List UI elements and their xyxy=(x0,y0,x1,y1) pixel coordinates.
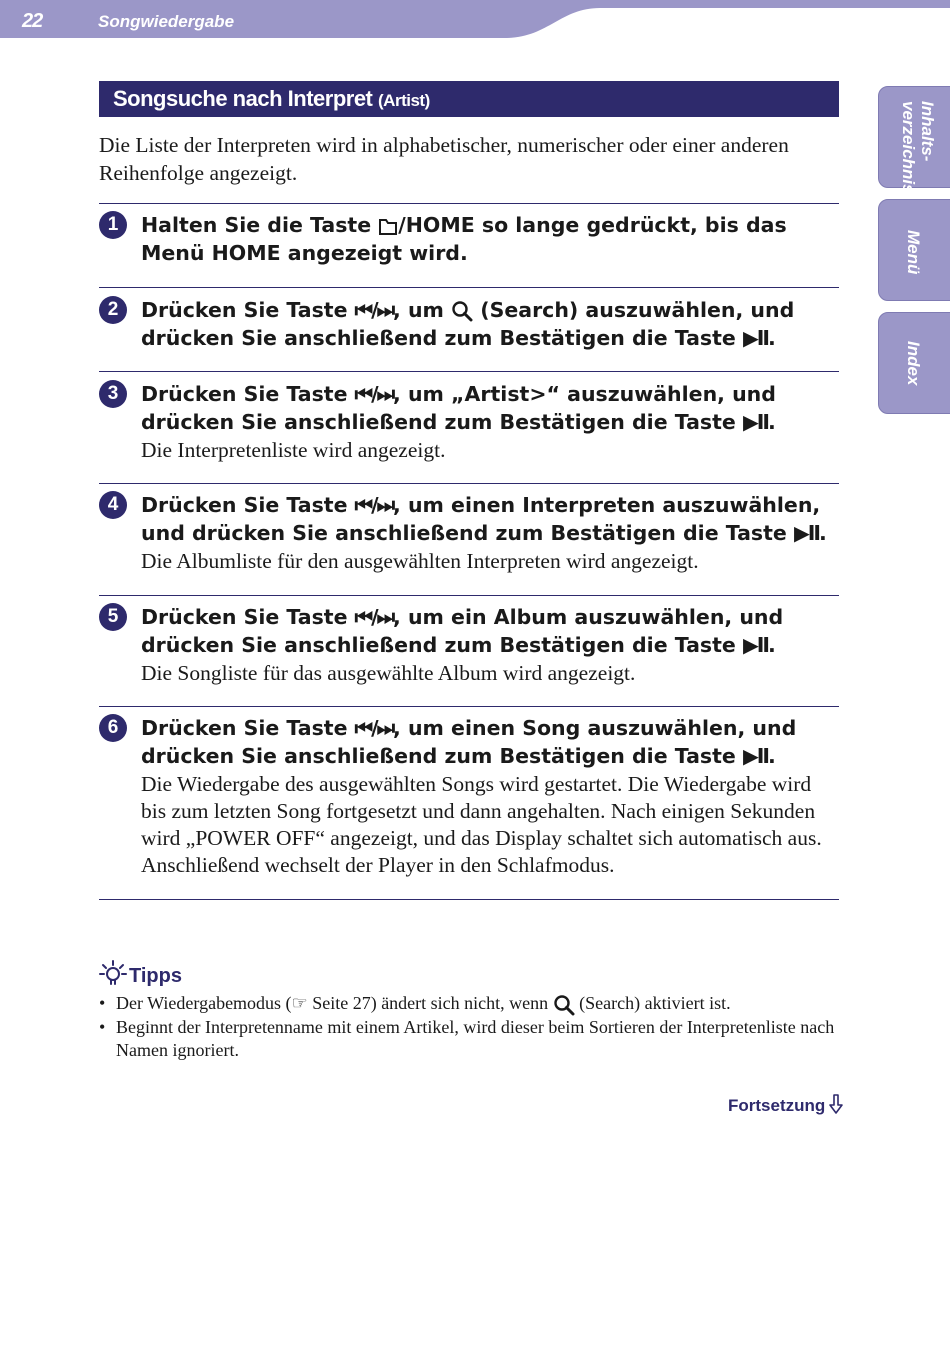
divider xyxy=(99,899,839,900)
step-number: 3 xyxy=(99,380,127,408)
divider xyxy=(99,371,839,372)
prev-next-keys-icon: ⏮/⏭ xyxy=(354,493,394,517)
step-number: 6 xyxy=(99,714,127,742)
lightbulb-icon xyxy=(99,959,127,989)
heading-title: Songsuche nach Interpret xyxy=(113,86,373,111)
header-band xyxy=(0,0,950,40)
play-pause-icon: ▶II xyxy=(742,744,768,768)
search-icon xyxy=(451,300,473,322)
step-number: 1 xyxy=(99,211,127,239)
tab-table-of-contents[interactable] xyxy=(878,86,950,194)
play-pause-icon: ▶II xyxy=(742,326,768,350)
step-instruction: Drücken Sie Taste ⏮/⏭, um (Search) auszuwählen, und drücken Sie anschließend zum Bestätigen die Taste ▶II. xyxy=(141,298,795,350)
tips-title: Tipps xyxy=(129,965,182,987)
heading-subtitle: (Artist) xyxy=(378,91,430,110)
step-result: Die Songliste für das ausgewählte Album wird angezeigt. xyxy=(141,661,636,685)
page-number: 22 xyxy=(22,10,43,32)
continuation-link[interactable] xyxy=(728,1094,844,1116)
divider xyxy=(99,203,839,204)
intro-text: Die Liste der Interpreten wird in alphabetischer, numerischer oder einer anderen Reihenfolge angezeigt. xyxy=(99,133,789,185)
divider xyxy=(99,595,839,596)
step-instruction: Halten Sie die Taste /HOME so lange gedrückt, bis das Menü HOME angezeigt wird. xyxy=(141,213,787,265)
step-result: Die Albumliste für den ausgewählten Interpreten wird angezeigt. xyxy=(141,549,699,573)
continuation-label: Fortsetzung xyxy=(728,1096,826,1115)
prev-next-keys-icon: ⏮/⏭ xyxy=(354,298,394,322)
page-reference-link[interactable]: Seite 27) ändert sich nicht, wenn xyxy=(307,993,553,1013)
step-number: 2 xyxy=(99,296,127,324)
home-folder-icon xyxy=(378,217,398,236)
divider xyxy=(99,287,839,288)
tips-list xyxy=(99,992,839,1062)
step-result: Die Wiedergabe des ausgewählten Songs wird gestartet. Die Wiedergabe wird bis zum letzten Song fortgesetzt und dann angehalten. Nach einigen Sekunden wird „POWER OFF“ angezeigt, und das Display schaltet sich automatisch aus. Anschließend wechselt der Player in den Schlafmodus. xyxy=(141,772,822,877)
tab-index-label: Index xyxy=(904,341,923,386)
play-pause-icon: ▶II xyxy=(742,410,768,434)
step-instruction: Drücken Sie Taste ⏮/⏭, um ein Album auszuwählen, und drücken Sie anschließend zum Bestätigen die Taste ▶II. xyxy=(141,605,784,657)
section-name: Songwiedergabe xyxy=(98,12,235,31)
tab-table-of-contents-label: Inhalts- verzeichnis xyxy=(899,101,937,194)
divider xyxy=(99,706,839,707)
section-heading xyxy=(99,81,839,117)
tab-menu-label: Menü xyxy=(904,230,923,275)
prev-next-keys-icon: ⏮/⏭ xyxy=(354,605,394,629)
step-number: 5 xyxy=(99,603,127,631)
tip-item: • Der Wiedergabemodus (☞ Seite 27) ändert sich nicht, wenn (Search) aktiviert ist. xyxy=(99,992,839,1016)
divider xyxy=(99,483,839,484)
tab-menu[interactable] xyxy=(878,199,950,301)
search-icon xyxy=(553,994,575,1016)
prev-next-keys-icon: ⏮/⏭ xyxy=(354,716,394,740)
tips-heading xyxy=(99,959,182,993)
tab-index[interactable] xyxy=(878,312,950,414)
step-instruction: Drücken Sie Taste ⏮/⏭, um „Artist>“ auszuwählen, und drücken Sie anschließend zum Bestätigen die Taste ▶II. xyxy=(141,382,776,434)
step-instruction: Drücken Sie Taste ⏮/⏭, um einen Song auszuwählen, und drücken Sie anschließend zum Bestätigen die Taste ▶II. xyxy=(141,716,797,768)
play-pause-icon: ▶II xyxy=(742,633,768,657)
step-result: Die Interpretenliste wird angezeigt. xyxy=(141,438,446,462)
page-reference-icon: ☞ xyxy=(291,993,308,1013)
step-number: 4 xyxy=(99,491,127,519)
play-pause-icon: ▶II xyxy=(793,521,819,545)
prev-next-keys-icon: ⏮/⏭ xyxy=(354,382,394,406)
arrow-down-icon xyxy=(828,1094,844,1114)
step-instruction: Drücken Sie Taste ⏮/⏭, um einen Interpreten auszuwählen, und drücken Sie anschließend zum Bestätigen die Taste ▶II. xyxy=(141,493,827,545)
tip-item: • Beginnt der Interpretenname mit einem Artikel, wird dieser beim Sortieren der Interpretenliste nach Namen ignoriert. xyxy=(99,1016,839,1062)
